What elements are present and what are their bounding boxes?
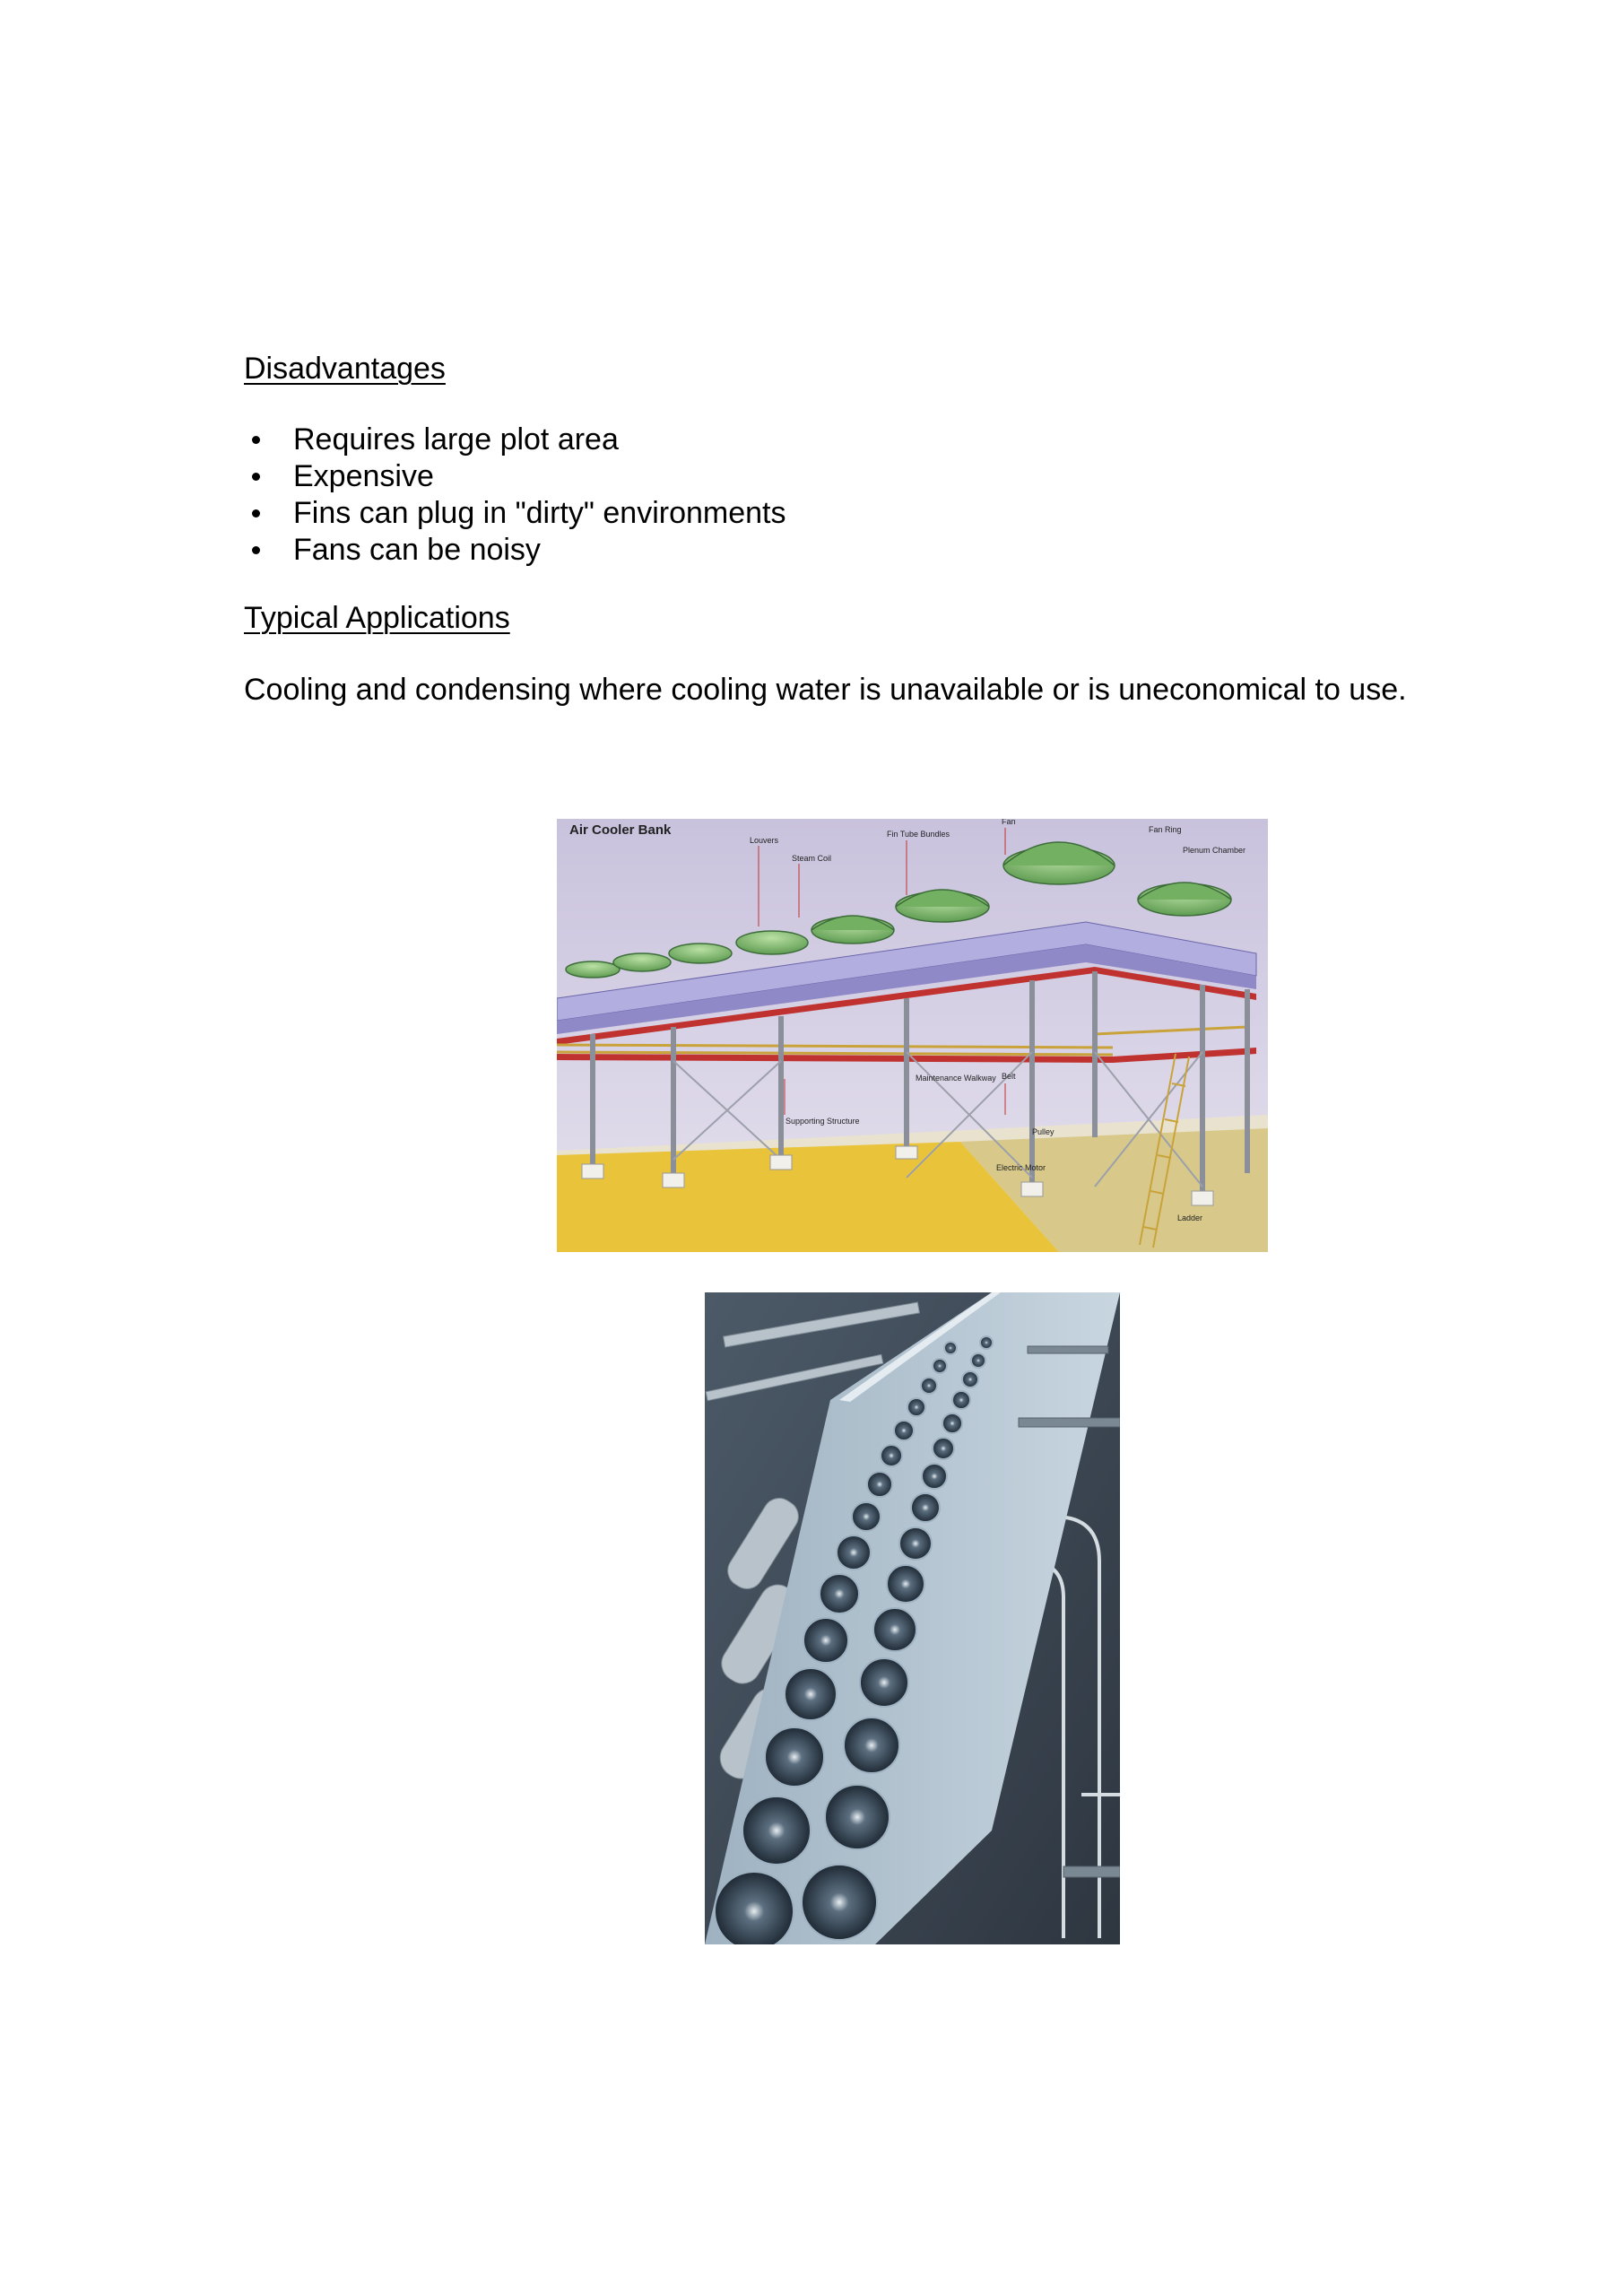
bullet-icon [252, 473, 260, 481]
list-item-text: Requires large plot area [293, 422, 619, 457]
list-item [244, 422, 786, 458]
label-belt: Belt [1002, 1072, 1016, 1081]
label-ladder: Ladder [1177, 1213, 1203, 1222]
label-maintenance-walkway: Maintenance Walkway [916, 1074, 996, 1083]
bullet-icon [252, 546, 260, 554]
label-pulley: Pulley [1032, 1127, 1055, 1136]
applications-heading: Typical Applications [244, 601, 510, 635]
bullet-icon [252, 509, 260, 517]
label-steam-coil: Steam Coil [792, 854, 832, 863]
label-electric-motor: Electric Motor [996, 1163, 1046, 1172]
label-louvers: Louvers [750, 836, 779, 845]
label-fin-tube-bundles: Fin Tube Bundles [887, 830, 950, 839]
figure-title: Air Cooler Bank [569, 822, 672, 838]
air-cooler-photo-illustration [705, 1292, 1120, 1944]
label-fan: Fan [1002, 819, 1016, 826]
list-item-text: Fans can be noisy [293, 533, 541, 567]
disadvantages-heading: Disadvantages [244, 352, 446, 386]
bullet-icon [252, 436, 260, 444]
list-item-text: Fins can plug in "dirty" environments [293, 496, 786, 530]
list-item [244, 495, 786, 532]
disadvantages-list [244, 422, 786, 569]
air-cooler-plant-photo [705, 1292, 1120, 1944]
list-item [244, 458, 786, 495]
applications-text: Cooling and condensing where cooling water is unavailable or is uneconomical to use. [244, 673, 1407, 707]
label-supporting-structure: Supporting Structure [785, 1117, 860, 1126]
label-plenum-chamber: Plenum Chamber [1183, 846, 1246, 855]
list-item [244, 532, 786, 569]
air-cooler-bank-illustration [557, 819, 1268, 1252]
label-fan-ring: Fan Ring [1149, 825, 1182, 834]
list-item-text: Expensive [293, 459, 434, 493]
air-cooler-diagram [557, 819, 1268, 1252]
